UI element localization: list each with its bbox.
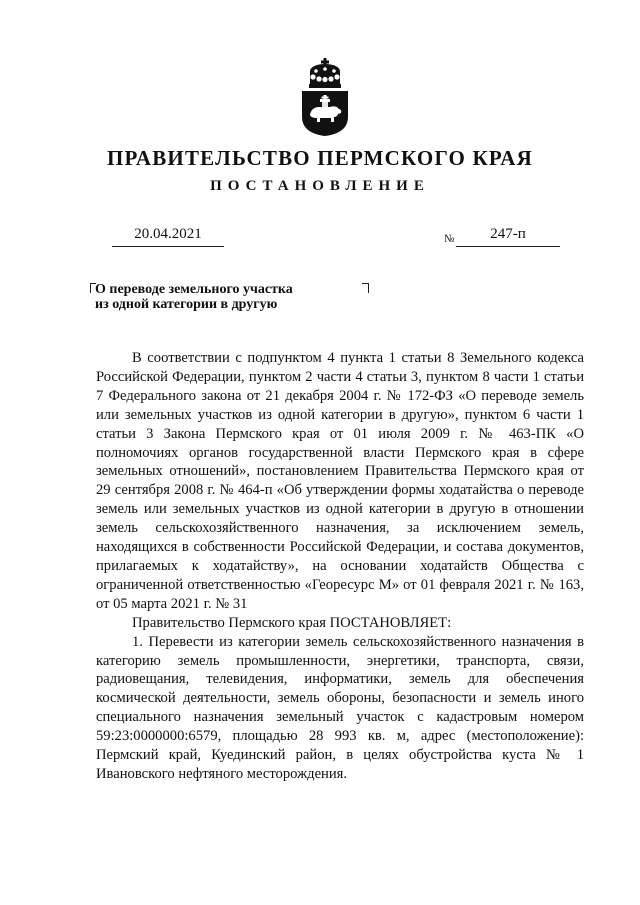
subject-corner-mark-right — [362, 283, 369, 293]
number-value: 247-п — [490, 226, 526, 242]
subject-line-1: О переводе земельного участка — [95, 282, 293, 297]
government-title: ПРАВИТЕЛЬСТВО ПЕРМСКОГО КРАЯ — [106, 146, 533, 170]
date-value: 20.04.2021 — [134, 226, 202, 242]
number-field — [456, 226, 560, 247]
date-underline — [112, 246, 224, 247]
subject-line-2: из одной категории в другую — [95, 297, 278, 312]
document-subject — [95, 282, 293, 312]
number-underline — [456, 246, 560, 247]
clause-1-paragraph: 1. Перевести из категории земель сельскохозяйственного назначения в категорию земель промышленности, энергетики, транспорта, связи, радиовещания, телевидения, информатики, земель для обеспечения космической деятельности, земель обороны, безопасности и земель иного специального назначения земельный участок с кадастровым номером 59:23:0000000:6579, площадью 28 993 кв. м, адрес (местоположение): Пермский край, Куединский район, в целях обустройства куста № 1 Ивановского нефтяного месторождения. — [96, 633, 584, 782]
date-field — [112, 226, 224, 247]
document-body — [96, 349, 584, 784]
preamble-paragraph: В соответствии с подпунктом 4 пункта 1 статьи 8 Земельного кодекса Российской Федерации, пунктом 2 части 4 статьи 3, пунктом 8 части 1 статьи 7 Федерального закона от 21 декабря 2004 г. № 172-ФЗ «О переводе земель или земельных участков из одной категории в другую», пунктом 6 части 1 статьи 3 Закона Пермского края от 01 июля 2009 г. № 463-ПК «О полномочиях органов государственной власти Пермского края в сфере земельных отношений», постановлением Правительства Пермского края от 29 сентября 2008 г. № 464-п «Об утверждении формы ходатайства о переводе земель или земельных участков из одной категории в другую в отношении земель сельскохозяйственного назначения, за исключением земель, находящихся в собственности Российской Федерации, и состава документов, прилагаемых к ходатайству», на основании ходатайств Общества с ограниченной ответственностью «Георесурс М» от 01 февраля 2021 г. № 163, от 05 марта 2021 г. № 31 — [96, 350, 584, 612]
subject-corner-mark — [90, 283, 96, 293]
resolution-paragraph: Правительство Пермского края ПОСТАНОВЛЯЕТ: — [132, 614, 452, 631]
crown-icon — [309, 58, 341, 88]
coat-of-arms-icon — [296, 55, 354, 137]
number-label: № — [444, 233, 455, 245]
document-type: ПОСТАНОВЛЕНИЕ — [210, 178, 430, 194]
